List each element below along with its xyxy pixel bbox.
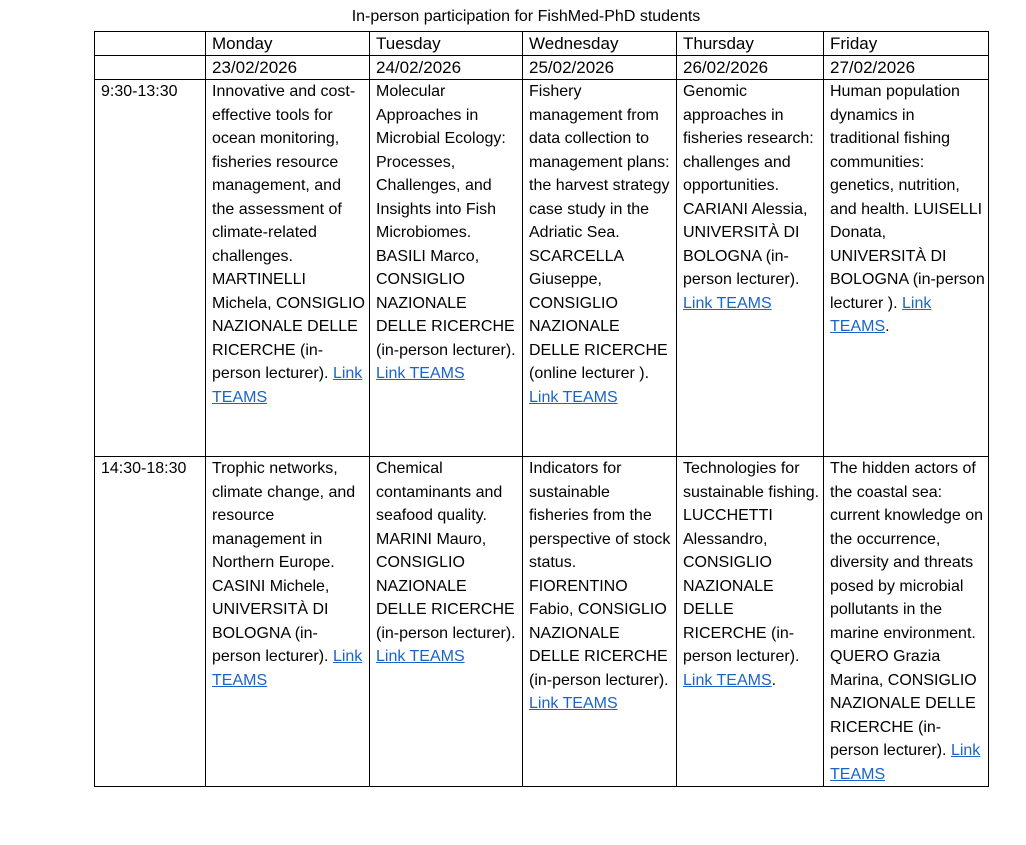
link-suffix: . — [771, 671, 777, 689]
date-thursday: 26/02/2026 — [677, 56, 824, 80]
session-text: The hidden actors of the coastal sea: current knowledge on the occurrence, diversity and threats posed by microbial pollutants in the marine environment. QUERO Grazia Marina, CONSIGLIO NAZIONALE DELLE RICERCHE (in-person lecturer). — [830, 460, 983, 759]
document-title: In-person participation for FishMed-PhD students — [351, 8, 701, 25]
date-wednesday: 25/02/2026 — [523, 56, 677, 80]
session-text: Innovative and cost-effective tools for ocean monitoring, fisheries resource management, and the assessment of climate-related challenges. MARTINELLI Michela, CONSIGLIO NAZIONALE DELLE RICERCHE (in-person lecturer). — [212, 83, 365, 382]
day-name-tuesday: Tuesday — [370, 32, 523, 56]
session-cell — [677, 457, 824, 787]
session-text: Technologies for sustainable fishing. LUCCHETTI Alessandro, CONSIGLIO NAZIONALE DELLE RICERCHE (in-person lecturer). — [683, 460, 820, 665]
teams-link[interactable]: Link TEAMS — [683, 671, 772, 689]
session-cell — [824, 457, 989, 787]
session-text: Genomic approaches in fisheries research: challenges and opportunities. CARIANI Alessia, UNIVERSITÀ DI BOLOGNA (in-person lecturer). — [683, 83, 814, 288]
day-name-row — [95, 32, 989, 56]
date-friday: 27/02/2026 — [824, 56, 989, 80]
teams-link[interactable]: Link TEAMS — [529, 388, 618, 406]
day-name-thursday: Thursday — [677, 32, 824, 56]
session-text: Chemical contaminants and seafood quality. MARINI Mauro, CONSIGLIO NAZIONALE DELLE RICERCHE (in-person lecturer). — [376, 460, 516, 642]
session-cell — [523, 457, 677, 787]
schedule-table — [94, 31, 989, 787]
session-cell — [370, 457, 523, 787]
session-cell — [523, 80, 677, 457]
afternoon-slot-row — [95, 457, 989, 787]
teams-link[interactable]: Link TEAMS — [212, 365, 363, 406]
date-row — [95, 56, 989, 80]
day-name-monday: Monday — [206, 32, 370, 56]
teams-link[interactable]: Link TEAMS — [830, 294, 932, 335]
date-tuesday: 24/02/2026 — [370, 56, 523, 80]
teams-link[interactable]: Link TEAMS — [212, 648, 363, 689]
day-name-wednesday: Wednesday — [523, 32, 677, 56]
teams-link[interactable]: Link TEAMS — [683, 294, 772, 312]
session-cell — [677, 80, 824, 457]
teams-link[interactable]: Link TEAMS — [830, 742, 981, 783]
teams-link[interactable]: Link TEAMS — [376, 365, 465, 382]
teams-link[interactable]: Link TEAMS — [376, 648, 465, 665]
link-suffix: . — [885, 318, 890, 335]
session-cell — [370, 80, 523, 457]
time-slot-label: 9:30-13:30 — [95, 80, 206, 457]
morning-slot-row — [95, 80, 989, 457]
teams-link[interactable]: Link TEAMS — [529, 695, 618, 712]
session-cell — [206, 80, 370, 457]
session-text: Fishery management from data collection to management plans: the harvest strategy case study in the Adriatic Sea. SCARCELLA Giuseppe, CONSIGLIO NAZIONALE DELLE RICERCHE (online lecturer ). — [529, 83, 670, 382]
date-monday: 23/02/2026 — [206, 56, 370, 80]
session-cell — [206, 457, 370, 787]
corner-cell — [95, 56, 206, 80]
corner-cell — [95, 32, 206, 56]
session-text: Molecular Approaches in Microbial Ecology: Processes, Challenges, and Insights into Fish Microbiomes. BASILI Marco, CONSIGLIO NAZIONALE DELLE RICERCHE (in-person lecturer). — [376, 83, 516, 359]
session-text: Indicators for sustainable fisheries from the perspective of stock status. FIORENTINO Fabio, CONSIGLIO NAZIONALE DELLE RICERCHE (in-person lecturer). — [529, 460, 671, 689]
time-slot-label: 14:30-18:30 — [95, 457, 206, 787]
day-name-friday: Friday — [824, 32, 989, 56]
session-cell — [824, 80, 989, 457]
session-text: Human population dynamics in traditional fishing communities: genetics, nutrition, and health. LUISELLI Donata, UNIVERSITÀ DI BOLOGNA (in-person lecturer ). — [830, 83, 985, 312]
session-text: Trophic networks, climate change, and resource management in Northern Europe. CASINI Michele, UNIVERSITÀ DI BOLOGNA (in-person lecturer). — [212, 460, 356, 665]
